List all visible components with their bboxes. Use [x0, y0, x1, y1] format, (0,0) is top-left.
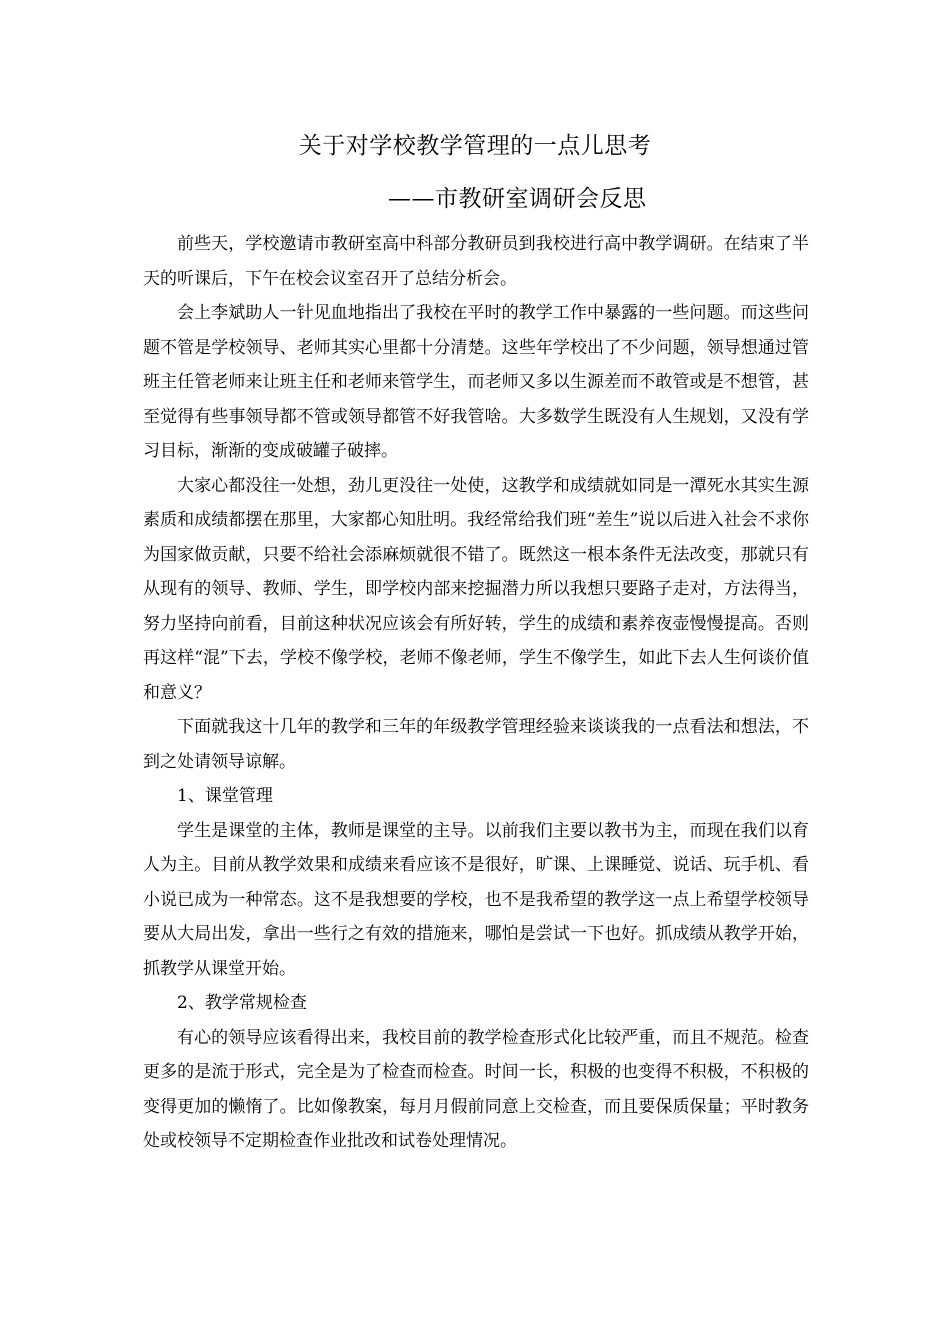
paragraph-classroom: 学生是课堂的主体，教师是课堂的主导。以前我们主要以教书为主，而现在我们以育人为主。目前从教学效果和成绩来看应该不是很好，旷课、上课睡觉、说话、玩手机、看小说已成为一种常态。这不是我想要的学校，也不是我希望的教学这一点上希望学校领导要从大局出发，拿出一些行之有效的措施来，哪怕是尝试一下也好。抓成绩从教学开始，抓教学从课堂开始。 [143, 820, 809, 979]
document-body [143, 227, 809, 1159]
section-heading-inspection: 2、教学常规检查 [177, 993, 307, 1013]
document-title: 关于对学校教学管理的一点儿思考 [298, 133, 652, 159]
paragraph-intro: 前些天，学校邀请市教研室高中科部分教研员到我校进行高中教学调研。在结束了半天的听课后，下午在校会议室召开了总结分析会。 [143, 234, 809, 289]
paragraph-problems: 会上李斌助人一针见血地指出了我校在平时的教学工作中暴露的一些问题。而这些问题不管是学校领导、老师其实心里都十分清楚。这些年学校出了不少问题，领导想通过管班主任管老师来让班主任和老师来管学生，而老师又多以生源差而不敢管或是不想管，甚至觉得有些事领导都不管或领导都管不好我管啥。大多数学生既没有人生规划，又没有学习目标，渐渐的变成破罐子破摔。 [143, 303, 809, 461]
paragraph-situation: 大家心都没往一处想，劲儿更没往一处使，这教学和成绩就如同是一潭死水其实生源素质和成绩都摆在那里，大家都心知肚明。我经常给我们班“差生”说以后进入社会不求你为国家做贡献，只要不给社会添麻烦就很不错了。既然这一根本条件无法改变，那就只有从现有的领导、教师、学生，即学校内部来挖掘潜力所以我想只要路子走对，方法得当，努力坚持向前看，目前这种状况应该会有所好转，学生的成绩和素养夜壶慢慢提高。否则再这样“混”下去，学校不像学校，老师不像老师，学生不像学生，如此下去人生何谈价值和意义？ [143, 475, 809, 703]
document-subtitle: ——市教研室调研会反思 [388, 186, 647, 212]
paragraph-transition: 下面就我这十几年的教学和三年的年级教学管理经验来谈谈我的一点看法和想法，不到之处请领导谅解。 [143, 717, 809, 772]
section-heading-classroom: 1、课堂管理 [177, 786, 273, 806]
paragraph-inspection: 有心的领导应该看得出来，我校目前的教学检查形式化比较严重，而且不规范。检查更多的是流于形式，完全是为了检查而检查。时间一长，积极的也变得不积极，不积极的变得更加的懒惰了。比如像教案，每月月假前同意上交检查，而且要保质保量；平时教务处或校领导不定期检查作业批改和试卷处理情况。 [143, 1027, 809, 1151]
